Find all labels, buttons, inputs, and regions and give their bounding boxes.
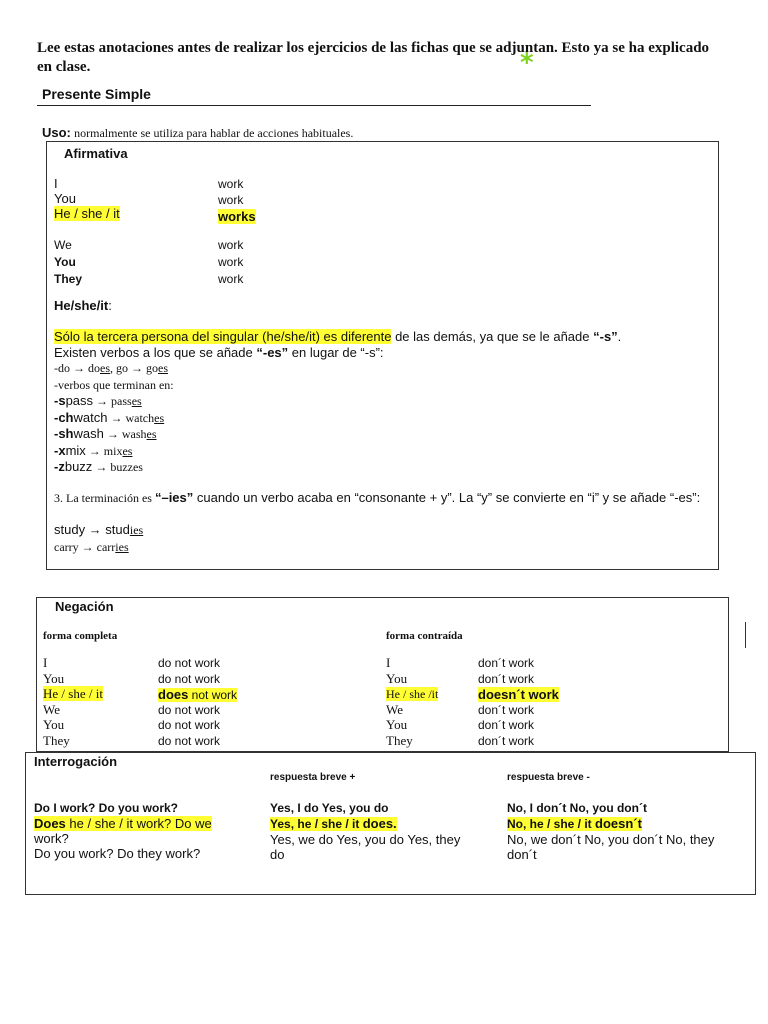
neg-subjects [43, 655, 103, 749]
verb: work [218, 193, 244, 207]
afirmativa-verbs-2 [218, 238, 243, 289]
verb: do not work [158, 671, 221, 686]
text: es [131, 394, 142, 408]
text: ies [129, 523, 144, 537]
page-title: Presente Simple [42, 86, 151, 102]
subject: They [54, 272, 83, 286]
word: buzz [64, 459, 93, 474]
interrogacion-heading: Interrogación [34, 754, 118, 769]
text: es [158, 361, 168, 375]
verb: work [218, 255, 244, 269]
subject: We [386, 701, 403, 717]
subject: You [386, 717, 408, 733]
afirmativa-table-2 [54, 238, 82, 289]
word: mix [65, 442, 86, 458]
rule-highlight: Sólo la tercera persona del singular (he/she/it) es diferente [54, 329, 392, 344]
uso-label: Uso: [42, 125, 71, 140]
subject: You [386, 670, 408, 686]
es-text-b: en lugar de “-s”: [288, 345, 384, 360]
text: es [122, 443, 133, 458]
subject: We [54, 238, 72, 252]
col-header-full: forma completa [43, 630, 118, 642]
verb: do not work [158, 733, 221, 748]
text: , go → go [110, 361, 158, 375]
hsi-heading [54, 298, 112, 313]
hsi-label: He/she/it [54, 298, 109, 313]
uso-line [42, 125, 353, 141]
text: ies [115, 540, 129, 554]
verb: don´t work [478, 718, 535, 733]
negacion-box [36, 597, 729, 752]
question: Do you work? Do they work? [34, 846, 201, 861]
rule-paragraph [54, 329, 709, 361]
subject-highlight: He / she / it [54, 206, 120, 221]
answer-highlight: Yes, he / she / it [270, 817, 363, 831]
verb-highlight: doesn´t work [478, 687, 559, 703]
text: → wash [103, 427, 147, 441]
subject: You [54, 191, 76, 206]
positive-answers [270, 801, 470, 862]
ies-mark: “–ies” [154, 490, 194, 505]
question-highlight: he / she / it work? Do we [65, 816, 212, 831]
divider [745, 622, 746, 648]
text: es [154, 410, 165, 425]
afirmativa-heading: Afirmativa [64, 146, 128, 161]
es-mark: “-es” [256, 345, 289, 360]
answer: No, we don´t No, you don´t No, they don´t [507, 832, 715, 862]
text: → watch [107, 410, 155, 425]
questions [34, 801, 234, 861]
label-negative: respuesta breve - [507, 772, 590, 783]
uso-text: normalmente se utiliza para hablar de acciones habituales. [74, 126, 354, 140]
subject: They [386, 732, 413, 748]
es-text-a: Existen verbos a los que se añade [54, 345, 257, 360]
verb: work [218, 272, 244, 286]
question: Do I work? Do you work? [34, 801, 179, 815]
do-go-line [54, 361, 168, 376]
verb: don´t work [478, 656, 535, 670]
verb: don´t work [478, 671, 535, 686]
subject: You [43, 717, 65, 733]
verb: don´t work [478, 733, 535, 748]
rule-dot: . [617, 329, 622, 344]
hsi-colon: : [108, 298, 112, 313]
subject: We [43, 701, 60, 717]
answer-highlight: No, he / she / it [507, 817, 596, 831]
subject: I [54, 176, 58, 191]
text: study → stud [54, 522, 130, 537]
subject: They [43, 732, 70, 748]
subject-highlight: He / she /it [386, 687, 439, 702]
verb-highlight: works [218, 209, 256, 224]
word: watch [73, 409, 108, 425]
subject-highlight: He / she / it [43, 686, 103, 702]
verb-highlight: does [158, 687, 189, 703]
subject: I [43, 655, 48, 670]
text: -do → do [54, 361, 100, 375]
answer: No, I don´t No, you don´t [507, 801, 647, 815]
rule-s: “-s” [593, 329, 618, 344]
verb: do not work [158, 718, 221, 733]
text: → pass [93, 394, 132, 408]
neg-full [158, 656, 237, 750]
question: work? [34, 831, 69, 846]
text: cuando un verbo acaba en “consonante + y”. La “y” se convierte en “i” y se añade “-es”: [193, 490, 701, 505]
verb: do not work [158, 702, 221, 717]
text: 3. La terminación es [54, 491, 155, 505]
text: es [146, 427, 157, 441]
verb: not work [188, 688, 238, 703]
suffix: -x [54, 442, 66, 458]
col-header-short: forma contraída [386, 630, 463, 642]
title-rule [37, 105, 591, 106]
verb: don´t work [478, 702, 535, 717]
answer-highlight-bold: doesn´t [595, 816, 642, 831]
text: carry → carr [54, 540, 116, 554]
verbos-line: -verbos que terminan en: [54, 378, 174, 392]
neg-short [478, 656, 559, 750]
rule-rest: de las demás, ya que se le añade [391, 329, 594, 344]
suffix: -sh [54, 426, 74, 441]
subject: You [54, 255, 76, 269]
afirmativa-verbs-1 [218, 177, 256, 225]
neg-subjects-2 [386, 655, 438, 749]
word: wash [73, 426, 104, 441]
study-line [54, 522, 143, 538]
suffix: -s [54, 393, 66, 408]
question-highlight-bold: Does [34, 816, 66, 831]
answer-highlight-bold: does. [362, 816, 397, 831]
verb: do not work [158, 656, 221, 670]
label-positive: respuesta breve + [270, 772, 356, 783]
endings-list [54, 393, 164, 476]
text: → mix [85, 443, 123, 458]
text: es [100, 361, 110, 375]
suffix: -ch [54, 409, 74, 425]
suffix: -z [54, 459, 65, 474]
intro-text: Lee estas anotaciones antes de realizar los ejercicios de las fichas que se adjuntan. Esto ya se ha explicado en clase. [37, 40, 710, 75]
subject: I [386, 655, 391, 670]
verb: work [218, 177, 244, 191]
verb: work [218, 238, 244, 252]
carry-line [54, 540, 129, 555]
answer: Yes, we do Yes, you do Yes, they do [270, 832, 461, 862]
negative-answers [507, 801, 717, 862]
word: pass [65, 393, 94, 408]
negacion-heading: Negación [55, 599, 114, 614]
afirmativa-table-1 [54, 176, 120, 221]
answer: Yes, I do Yes, you do [270, 801, 389, 815]
subject: You [43, 670, 65, 686]
asterisk-icon: * [520, 48, 534, 78]
text: → buzzes [92, 460, 143, 474]
ies-paragraph [54, 490, 709, 506]
